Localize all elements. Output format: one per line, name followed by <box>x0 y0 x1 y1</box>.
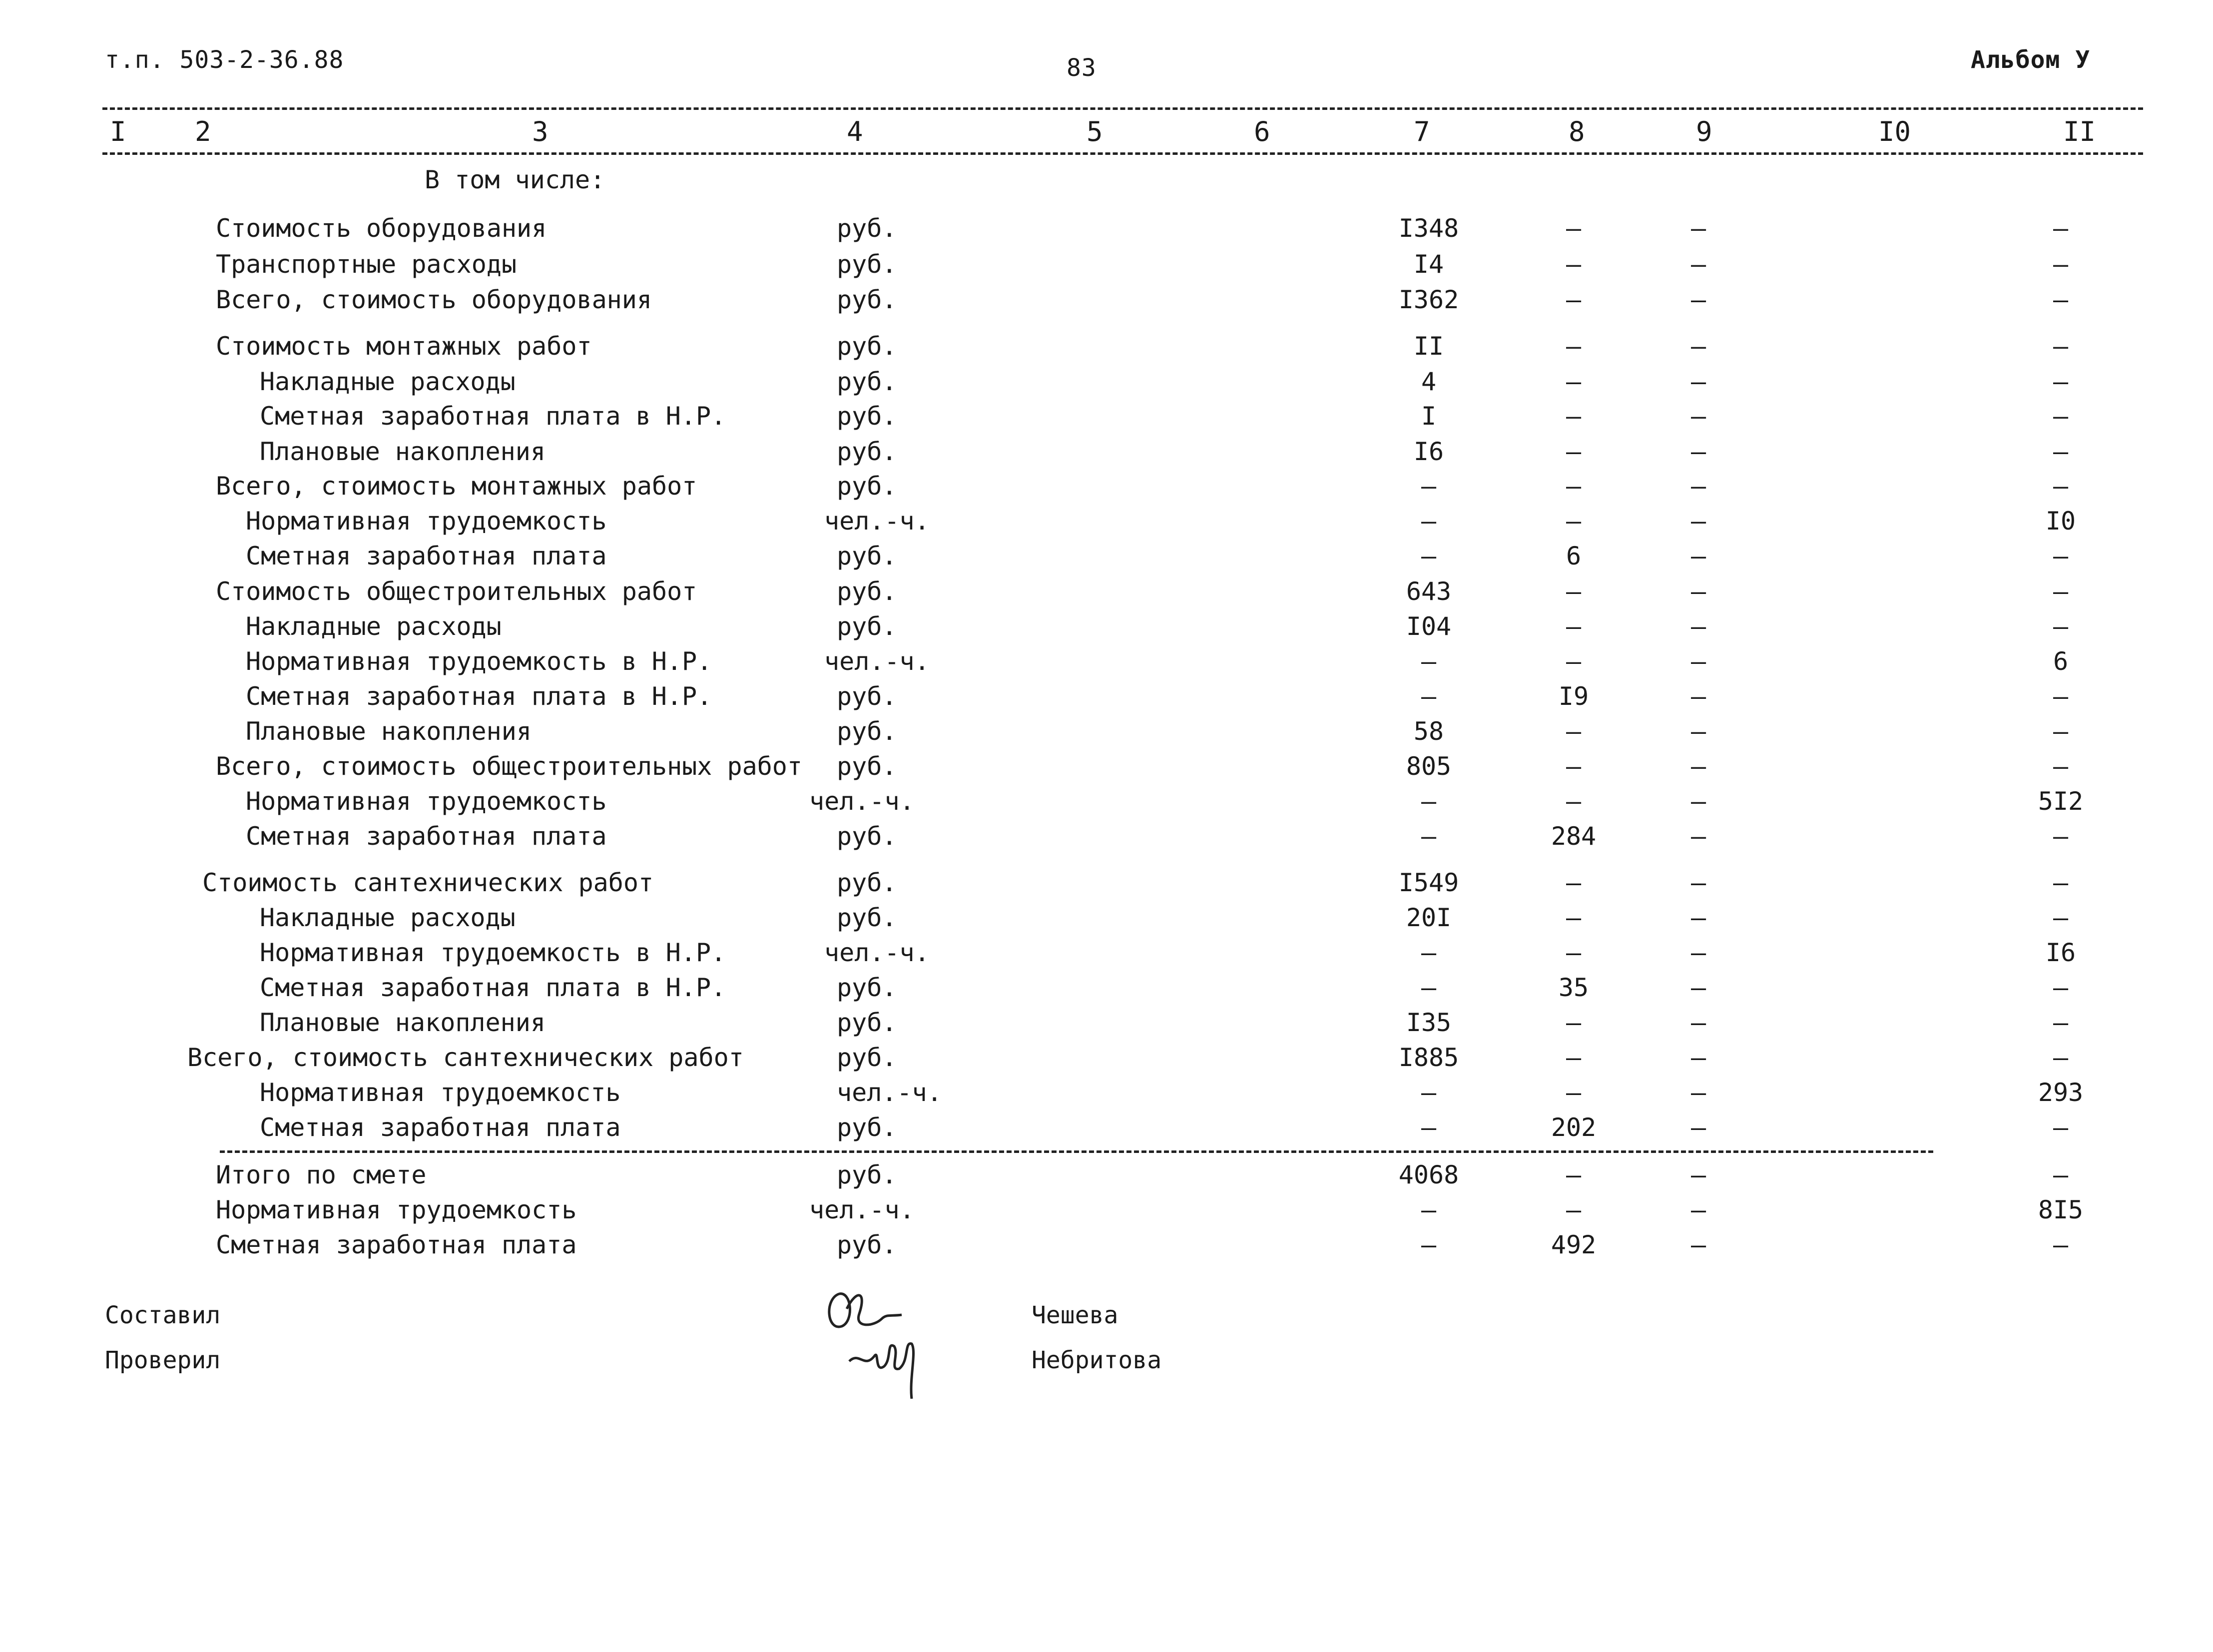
cell-col-7: – <box>1421 973 1437 1002</box>
row-unit: руб. <box>837 367 897 396</box>
cell-col-11: – <box>2053 1230 2069 1259</box>
cell-col-7: II <box>1413 332 1444 361</box>
cell-col-7: I4 <box>1413 250 1444 279</box>
cell-col-8: – <box>1566 1008 1582 1037</box>
subtotal-separator-rule <box>220 1150 1933 1153</box>
cell-col-8: – <box>1566 717 1582 746</box>
row-unit: руб. <box>837 250 897 279</box>
cell-col-8: – <box>1566 437 1582 466</box>
column-number-6: 6 <box>1254 116 1270 147</box>
cell-col-8: – <box>1566 787 1582 816</box>
cell-col-8: – <box>1566 577 1582 606</box>
cell-col-8: – <box>1566 1160 1582 1189</box>
cell-col-8: – <box>1566 367 1582 396</box>
row-unit: руб. <box>837 1008 897 1037</box>
cell-col-9: – <box>1690 1043 1706 1072</box>
row-label: Нормативная трудоемкость в Н.Р. <box>246 647 712 676</box>
cell-col-11: – <box>2053 903 2069 932</box>
cell-col-11: – <box>2053 822 2069 851</box>
cell-col-9: – <box>1690 507 1706 536</box>
row-unit: руб. <box>837 577 897 606</box>
cell-col-7: – <box>1421 1230 1437 1259</box>
page-number: 83 <box>1067 54 1097 82</box>
row-unit: руб. <box>837 1160 897 1189</box>
section-title: В том числе: <box>425 165 605 194</box>
row-label: Всего, стоимость общестроительных работ <box>216 752 802 781</box>
cell-col-7: I348 <box>1398 214 1459 243</box>
cell-col-7: – <box>1421 647 1437 676</box>
cell-col-8: – <box>1566 285 1582 314</box>
row-unit: руб. <box>837 285 897 314</box>
cell-col-7: – <box>1421 938 1437 967</box>
row-label: Стоимость монтажных работ <box>216 332 592 361</box>
row-unit: руб. <box>837 402 897 431</box>
cell-col-9: – <box>1690 1160 1706 1189</box>
cell-col-11: – <box>2053 717 2069 746</box>
row-label: Стоимость общестроительных работ <box>216 577 697 606</box>
row-unit: руб. <box>837 472 897 501</box>
cell-col-9: – <box>1690 1195 1706 1224</box>
cell-col-8: – <box>1566 612 1582 641</box>
row-label: Транспортные расходы <box>216 250 517 279</box>
row-label: Плановые накопления <box>260 1008 546 1037</box>
cell-col-9: – <box>1690 612 1706 641</box>
header-bottom-rule <box>102 152 2143 155</box>
row-label: Всего, стоимость монтажных работ <box>216 472 697 501</box>
cell-col-8: – <box>1566 903 1582 932</box>
column-number-2: 2 <box>195 116 211 147</box>
row-unit: руб. <box>837 612 897 641</box>
cell-col-8: 492 <box>1551 1230 1597 1259</box>
checker-name: Небритова <box>1032 1346 1162 1374</box>
cell-col-8: – <box>1566 332 1582 361</box>
row-unit: чел.-ч. <box>809 1195 915 1224</box>
row-unit: руб. <box>837 822 897 851</box>
cell-col-11: – <box>2053 752 2069 781</box>
cell-col-11: I6 <box>2045 938 2076 967</box>
cell-col-9: – <box>1690 472 1706 501</box>
cell-col-7: – <box>1421 542 1437 570</box>
compiled-by-label: Составил <box>105 1301 221 1329</box>
compiler-name: Чешева <box>1032 1301 1118 1329</box>
row-label: Стоимость сантехнических работ <box>202 868 654 897</box>
cell-col-9: – <box>1690 868 1706 897</box>
cell-col-11: – <box>2053 612 2069 641</box>
cell-col-9: – <box>1690 822 1706 851</box>
cell-col-8: 6 <box>1566 542 1582 570</box>
column-number-5: 5 <box>1087 116 1103 147</box>
cell-col-7: 20I <box>1406 903 1452 932</box>
cell-col-9: – <box>1690 752 1706 781</box>
cell-col-9: – <box>1690 250 1706 279</box>
checked-by-label: Проверил <box>105 1346 221 1374</box>
cell-col-9: – <box>1690 1008 1706 1037</box>
cell-col-7: I04 <box>1406 612 1452 641</box>
column-number-1: I <box>110 116 126 147</box>
cell-col-9: – <box>1690 938 1706 967</box>
cell-col-7: 805 <box>1406 752 1452 781</box>
cell-col-9: – <box>1690 682 1706 711</box>
row-unit: руб. <box>837 903 897 932</box>
cell-col-8: – <box>1566 214 1582 243</box>
cell-col-11: 8I5 <box>2038 1195 2084 1224</box>
cell-col-9: – <box>1690 402 1706 431</box>
cell-col-7: – <box>1421 1078 1437 1107</box>
cell-col-8: 202 <box>1551 1113 1597 1142</box>
column-number-7: 7 <box>1414 116 1430 147</box>
cell-col-7: 58 <box>1413 717 1444 746</box>
cell-col-8: – <box>1566 1078 1582 1107</box>
cell-col-8: – <box>1566 507 1582 536</box>
row-label: Нормативная трудоемкость <box>260 1078 621 1107</box>
column-number-10: I0 <box>1878 116 1911 147</box>
row-label: Всего, стоимость сантехнических работ <box>187 1043 744 1072</box>
cell-col-9: – <box>1690 285 1706 314</box>
cell-col-7: I <box>1421 402 1437 431</box>
row-label: Сметная заработная плата в Н.Р. <box>260 402 726 431</box>
row-label: Итого по смете <box>216 1160 427 1189</box>
cell-col-11: – <box>2053 1008 2069 1037</box>
cell-col-7: – <box>1421 1113 1437 1142</box>
cell-col-8: – <box>1566 250 1582 279</box>
row-label: Накладные расходы <box>260 903 516 932</box>
row-label: Сметная заработная плата <box>246 822 607 851</box>
cell-col-11: 6 <box>2053 647 2069 676</box>
row-unit: руб. <box>837 717 897 746</box>
column-number-4: 4 <box>847 116 863 147</box>
cell-col-9: – <box>1690 332 1706 361</box>
cell-col-7: 4 <box>1421 367 1437 396</box>
row-label: Нормативная трудоемкость <box>216 1195 577 1224</box>
cell-col-8: 35 <box>1558 973 1589 1002</box>
row-unit: чел.-ч. <box>837 1078 942 1107</box>
cell-col-7: – <box>1421 507 1437 536</box>
cell-col-11: – <box>2053 402 2069 431</box>
row-label: Накладные расходы <box>246 612 502 641</box>
cell-col-11: – <box>2053 973 2069 1002</box>
row-label: Сметная заработная плата <box>260 1113 621 1142</box>
cell-col-11: – <box>2053 542 2069 570</box>
row-unit: руб. <box>837 973 897 1002</box>
row-unit: чел.-ч. <box>809 787 915 816</box>
row-label: Всего, стоимость оборудования <box>216 285 652 314</box>
cell-col-11: – <box>2053 1160 2069 1189</box>
row-unit: руб. <box>837 752 897 781</box>
row-unit: руб. <box>837 437 897 466</box>
album-label: Альбом У <box>1971 46 2091 74</box>
cell-col-11: – <box>2053 682 2069 711</box>
row-label: Стоимость оборудования <box>216 214 547 243</box>
cell-col-7: I885 <box>1398 1043 1459 1072</box>
row-unit: руб. <box>837 214 897 243</box>
cell-col-8: – <box>1566 402 1582 431</box>
cell-col-7: – <box>1421 822 1437 851</box>
column-number-11: II <box>2063 116 2096 147</box>
cell-col-9: – <box>1690 1113 1706 1142</box>
signature-compiler <box>819 1284 909 1339</box>
column-number-3: 3 <box>532 116 549 147</box>
cell-col-7: I35 <box>1406 1008 1452 1037</box>
row-unit: руб. <box>837 332 897 361</box>
cell-col-9: – <box>1690 903 1706 932</box>
cell-col-11: I0 <box>2045 507 2076 536</box>
row-unit: руб. <box>837 1230 897 1259</box>
row-unit: чел.-ч. <box>824 507 930 536</box>
cell-col-11: – <box>2053 332 2069 361</box>
row-label: Накладные расходы <box>260 367 516 396</box>
cell-col-7: I549 <box>1398 868 1459 897</box>
cell-col-11: 5I2 <box>2038 787 2084 816</box>
cell-col-11: – <box>2053 367 2069 396</box>
cell-col-7: – <box>1421 787 1437 816</box>
cell-col-8: – <box>1566 868 1582 897</box>
row-unit: руб. <box>837 542 897 570</box>
cell-col-11: – <box>2053 868 2069 897</box>
row-unit: чел.-ч. <box>824 938 930 967</box>
cell-col-8: 284 <box>1551 822 1597 851</box>
cell-col-9: – <box>1690 787 1706 816</box>
cell-col-11: – <box>2053 437 2069 466</box>
cell-col-8: I9 <box>1558 682 1589 711</box>
cell-col-8: – <box>1566 1195 1582 1224</box>
row-unit: руб. <box>837 1113 897 1142</box>
cell-col-9: – <box>1690 717 1706 746</box>
row-label: Нормативная трудоемкость <box>246 507 607 536</box>
row-label: Сметная заработная плата в Н.Р. <box>246 682 712 711</box>
cell-col-11: – <box>2053 1113 2069 1142</box>
row-label: Нормативная трудоемкость в Н.Р. <box>260 938 726 967</box>
cell-col-7: – <box>1421 472 1437 501</box>
cell-col-11: 293 <box>2038 1078 2084 1107</box>
cell-col-9: – <box>1690 1230 1706 1259</box>
cell-col-7: 643 <box>1406 577 1452 606</box>
cell-col-8: – <box>1566 647 1582 676</box>
cell-col-9: – <box>1690 437 1706 466</box>
cell-col-8: – <box>1566 472 1582 501</box>
document-code: т.п. 503-2-36.88 <box>105 46 344 74</box>
cell-col-9: – <box>1690 647 1706 676</box>
row-unit: руб. <box>837 682 897 711</box>
cell-col-7: I6 <box>1413 437 1444 466</box>
signature-checker <box>844 1331 934 1406</box>
cell-col-8: – <box>1566 1043 1582 1072</box>
column-number-9: 9 <box>1696 116 1712 147</box>
cell-col-9: – <box>1690 1078 1706 1107</box>
row-unit: руб. <box>837 1043 897 1072</box>
row-label: Сметная заработная плата <box>246 542 607 570</box>
row-label: Сметная заработная плата <box>216 1230 577 1259</box>
row-label: Нормативная трудоемкость <box>246 787 607 816</box>
row-label: Плановые накопления <box>260 437 546 466</box>
cell-col-7: 4068 <box>1398 1160 1459 1189</box>
cell-col-7: – <box>1421 1195 1437 1224</box>
row-unit: чел.-ч. <box>824 647 930 676</box>
cell-col-7: I362 <box>1398 285 1459 314</box>
header-top-rule <box>102 107 2143 110</box>
cell-col-11: – <box>2053 1043 2069 1072</box>
row-label: Сметная заработная плата в Н.Р. <box>260 973 726 1002</box>
cell-col-9: – <box>1690 577 1706 606</box>
row-label: Плановые накопления <box>246 717 532 746</box>
column-number-8: 8 <box>1569 116 1585 147</box>
cell-col-7: – <box>1421 682 1437 711</box>
cell-col-11: – <box>2053 250 2069 279</box>
cell-col-8: – <box>1566 752 1582 781</box>
cell-col-9: – <box>1690 367 1706 396</box>
cell-col-9: – <box>1690 542 1706 570</box>
cell-col-8: – <box>1566 938 1582 967</box>
cell-col-11: – <box>2053 577 2069 606</box>
cell-col-11: – <box>2053 214 2069 243</box>
cell-col-9: – <box>1690 214 1706 243</box>
cell-col-11: – <box>2053 472 2069 501</box>
cell-col-9: – <box>1690 973 1706 1002</box>
cell-col-11: – <box>2053 285 2069 314</box>
row-unit: руб. <box>837 868 897 897</box>
